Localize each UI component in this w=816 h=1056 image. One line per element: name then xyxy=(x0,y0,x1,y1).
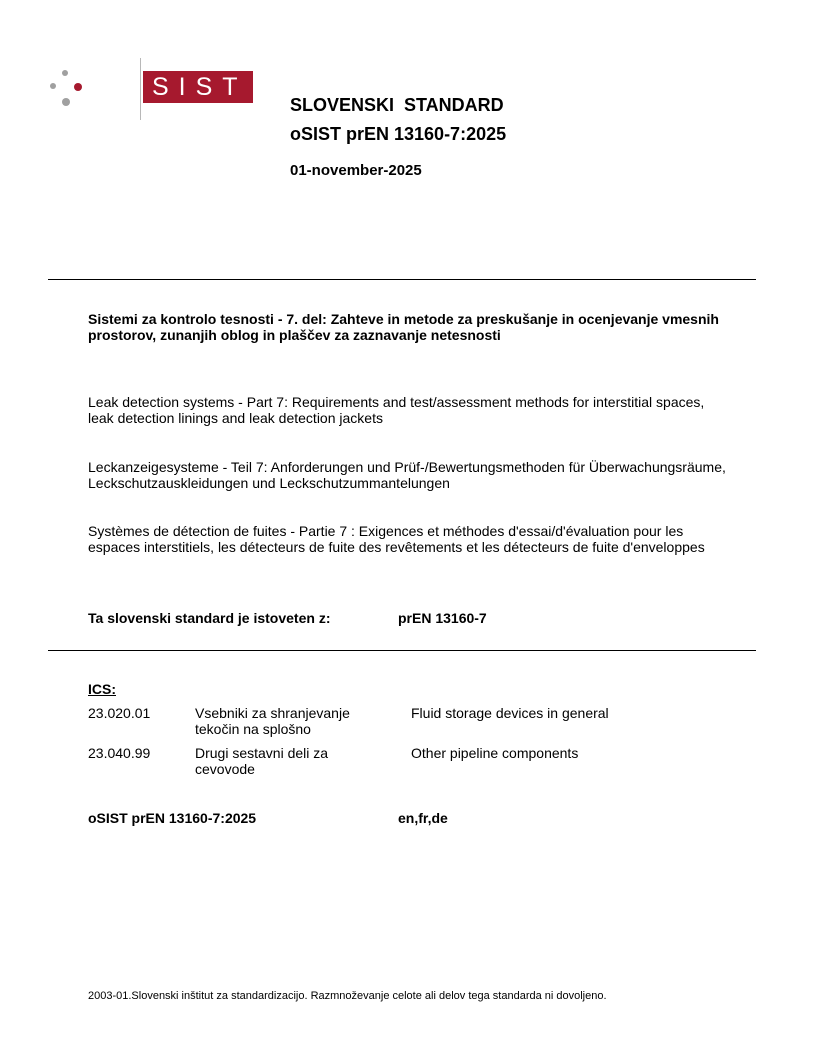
logo-separator xyxy=(140,58,141,120)
ics-description-en: Other pipeline components xyxy=(411,745,579,761)
ics-description-sl: Vsebniki za shranjevanje tekočin na splošno xyxy=(195,705,350,737)
title-french: Systèmes de détection de fuites - Partie 7 : Exigences et méthodes d'essai/d'évaluation pour les espaces interstitiels, les détecteurs de fuite des revêtements et les détecteurs de fuite d'enveloppes xyxy=(88,523,705,555)
copyright-footer: 2003-01.Slovenski inštitut za standardizacijo. Razmnoževanje celote ali delov tega standarda ni dovoljeno. xyxy=(88,990,607,1002)
ics-code: 23.040.99 xyxy=(88,745,151,761)
title-slovenian: Sistemi za kontrolo tesnosti - 7. del: Zahteve in metode za preskušanje in ocenjevanje vmesnih prostorov, zunanjih oblog in plaščev za zaznavanje netesnosti xyxy=(88,311,719,343)
logo-dot xyxy=(62,70,68,76)
document-code: oSIST prEN 13160-7:2025 xyxy=(88,810,257,826)
logo-dot xyxy=(74,83,82,91)
ics-description-en: Fluid storage devices in general xyxy=(411,705,609,721)
ics-heading: ICS: xyxy=(88,681,116,697)
document-row xyxy=(88,810,728,826)
standard-date: 01-november-2025 xyxy=(290,162,422,179)
logo-dot xyxy=(62,98,70,106)
identical-value: prEN 13160-7 xyxy=(398,610,487,626)
title-english: Leak detection systems - Part 7: Requirements and test/assessment methods for interstitial spaces, leak detection linings and leak detection jackets xyxy=(88,394,705,426)
standard-code: oSIST prEN 13160-7:2025 xyxy=(290,124,507,144)
logo-wordmark: SIST xyxy=(143,71,253,103)
divider-bottom xyxy=(48,650,756,651)
sist-logo xyxy=(48,58,248,120)
divider-top xyxy=(48,279,756,280)
document-languages: en,fr,de xyxy=(398,810,448,826)
ics-description-sl: Drugi sestavni deli za cevovode xyxy=(195,745,329,777)
logo-dot xyxy=(50,83,56,89)
ics-code: 23.020.01 xyxy=(88,705,151,721)
identical-row xyxy=(88,610,728,626)
title-german: Leckanzeigesysteme - Teil 7: Anforderungen und Prüf-/Bewertungsmethoden für Überwachungsräume, Leckschutzauskleidungen und Leckschutzummantelungen xyxy=(88,459,726,491)
identical-label: Ta slovenski standard je istoveten z: xyxy=(88,610,331,626)
standard-type: SLOVENSKI STANDARD xyxy=(290,95,504,115)
